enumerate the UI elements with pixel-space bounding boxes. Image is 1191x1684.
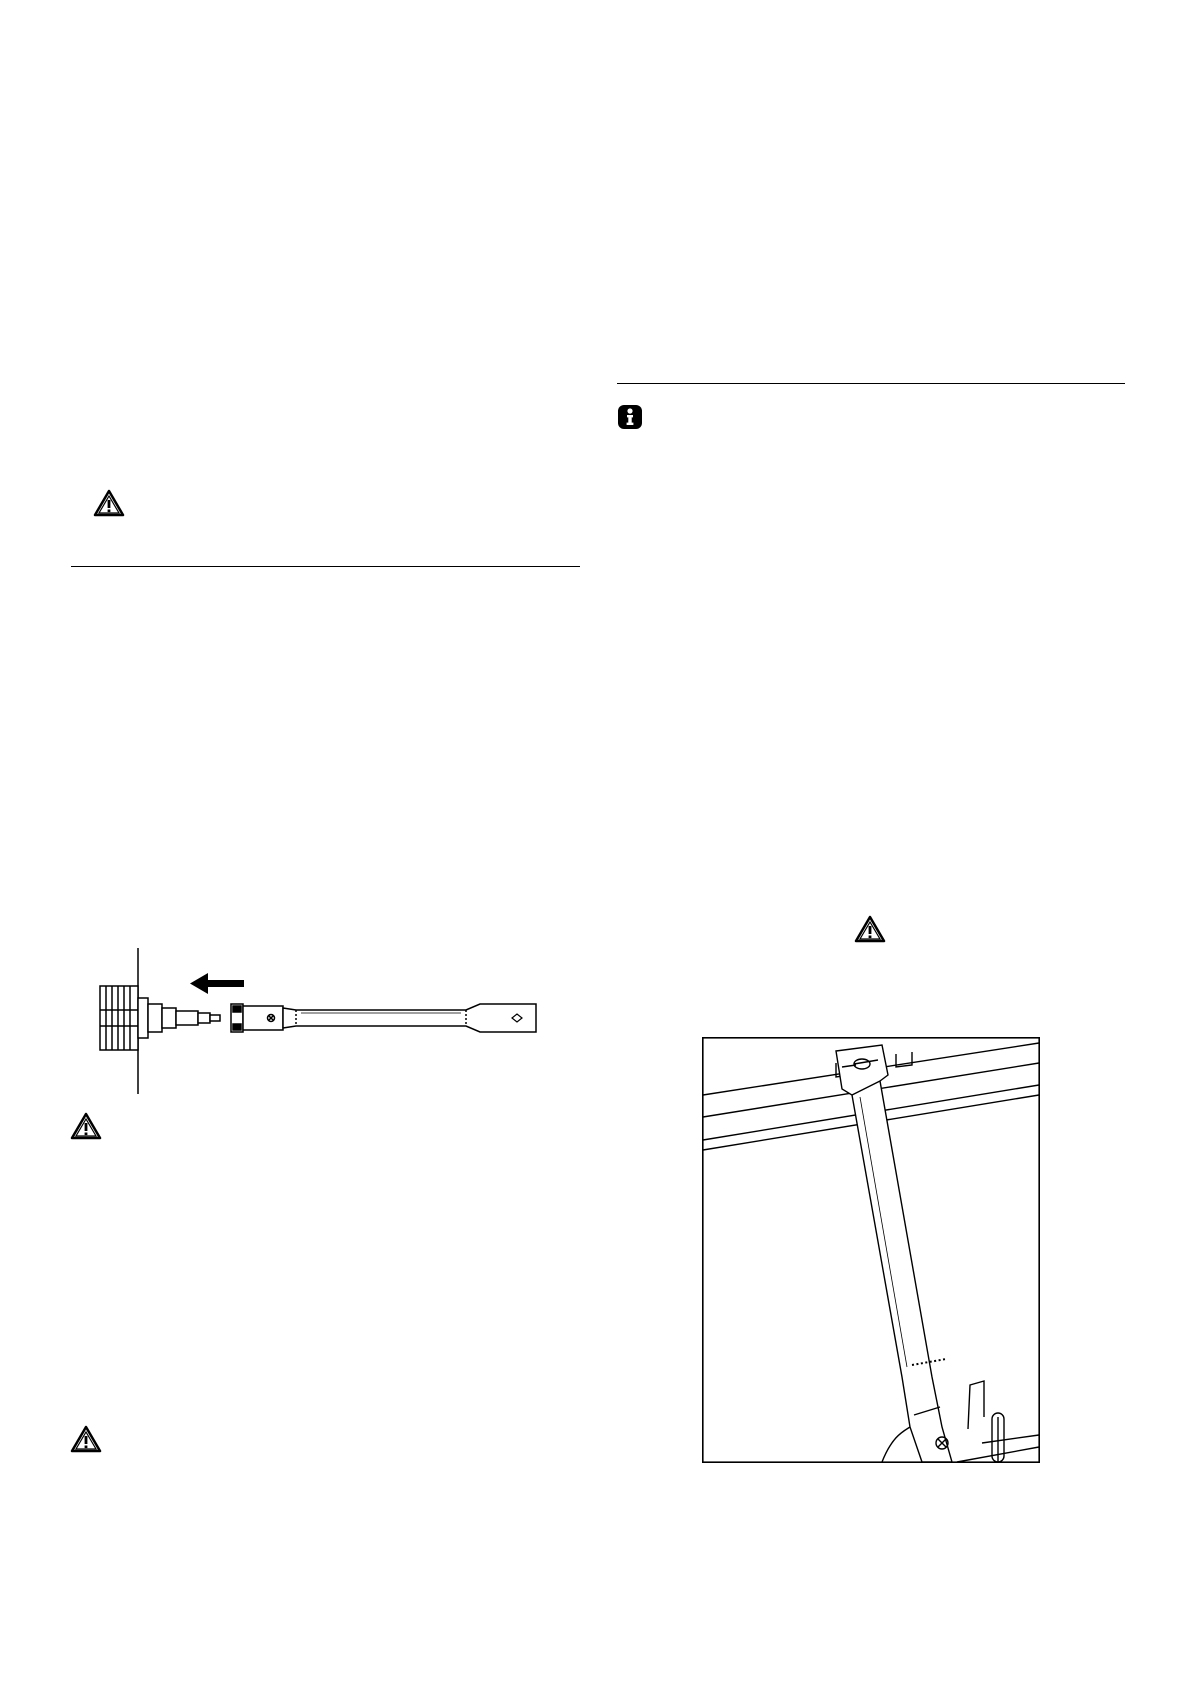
burner-installed-figure — [702, 1037, 1040, 1463]
info-icon — [617, 404, 643, 430]
burner-insertion-figure — [96, 948, 556, 1094]
section-divider-right — [617, 383, 1125, 384]
section-divider-left — [71, 566, 580, 567]
warning-icon — [70, 1425, 102, 1453]
arrow-left-icon — [190, 973, 244, 994]
warning-icon — [70, 1112, 102, 1140]
warning-icon — [854, 915, 886, 943]
warning-icon — [93, 489, 125, 517]
